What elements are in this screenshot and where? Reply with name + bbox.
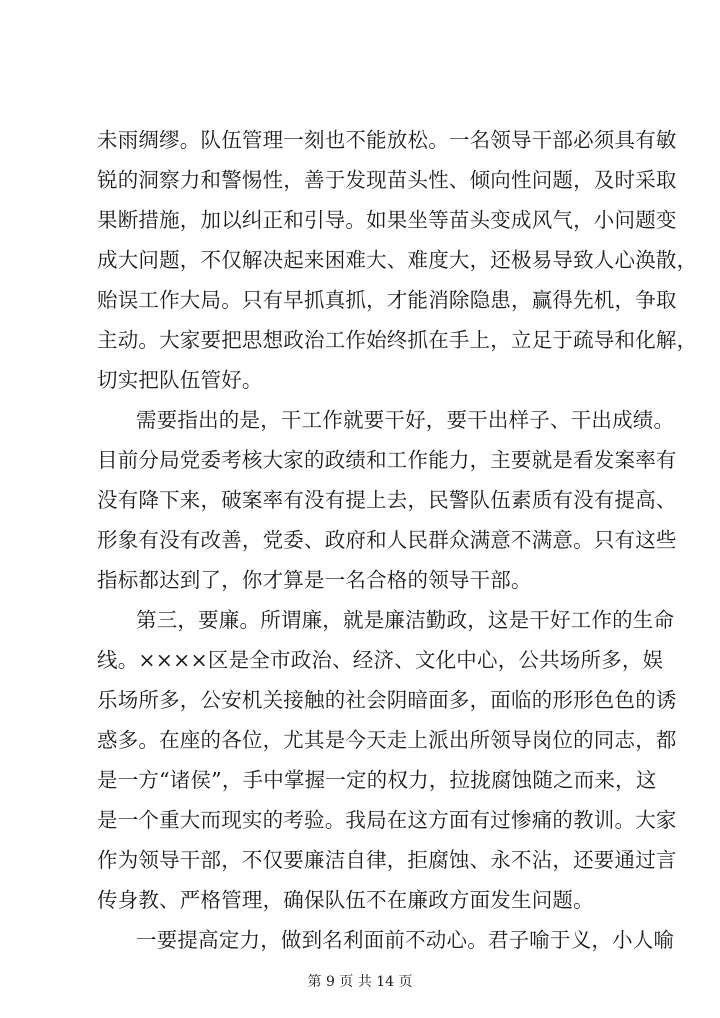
- text-line: 形象有没有改善，党委、政府和人民群众满意不满意。只有这些: [97, 528, 677, 552]
- text-line: 是一方“诸侯”，手中掌握一定的权力，拉拢腐蚀随之而来，这: [97, 768, 657, 792]
- text-line: 主动。大家要把思想政治工作始终抓在手上，立足于疏导和化解，: [97, 328, 698, 352]
- text-line: 果断措施，加以纠正和引导。如果坐等苗头变成风气，小问题变: [97, 208, 677, 232]
- text-line: 锐的洞察力和警惕性，善于发现苗头性、倾向性问题，及时采取: [97, 168, 677, 192]
- text-line: 传身教、严格管理，确保队伍不在廉政方面发生问题。: [97, 888, 594, 912]
- paragraph-start-line: 一要提高定力，做到名利面前不动心。君子喻于义，小人喻: [136, 928, 675, 952]
- text-line: 指标都达到了，你才算是一名合格的领导干部。: [97, 568, 532, 592]
- text-line: 切实把队伍管好。: [97, 368, 263, 392]
- text-line: 贻误工作大局。只有早抓真抓，才能消除隐患，赢得先机，争取: [97, 288, 677, 312]
- text-line: 目前分局党委考核大家的政绩和工作能力，主要就是看发案率有: [97, 448, 677, 472]
- text-line: 成大问题，不仅解决起来困难大、难度大，还极易导致人心涣散，: [97, 248, 698, 272]
- text-line: 乐场所多，公安机关接触的社会阴暗面多，面临的形形色色的诱: [97, 688, 677, 712]
- text-line: 是一个重大而现实的考验。我局在这方面有过惨痛的教训。大家: [97, 808, 677, 832]
- text-line: 未雨绸缪。队伍管理一刻也不能放松。一名领导干部必须具有敏: [97, 128, 677, 152]
- text-line: 没有降下来，破案率有没有提上去，民警队伍素质有没有提高、: [97, 488, 677, 512]
- paragraph-start-line: 第三，要廉。所谓廉，就是廉洁勤政，这是干好工作的生命: [136, 608, 675, 632]
- text-line: 线。××××区是全市政治、经济、文化中心，公共场所多，娱: [97, 648, 664, 672]
- page-footer: 第 9 页 共 14 页: [307, 974, 413, 990]
- text-line: 惑多。在座的各位，尤其是今天走上派出所领导岗位的同志，都: [97, 728, 677, 752]
- paragraph-start-line: 需要指出的是，干工作就要干好，要干出样子、干出成绩。: [136, 408, 675, 432]
- text-line: 作为领导干部，不仅要廉洁自律，拒腐蚀、永不沾，还要通过言: [97, 848, 677, 872]
